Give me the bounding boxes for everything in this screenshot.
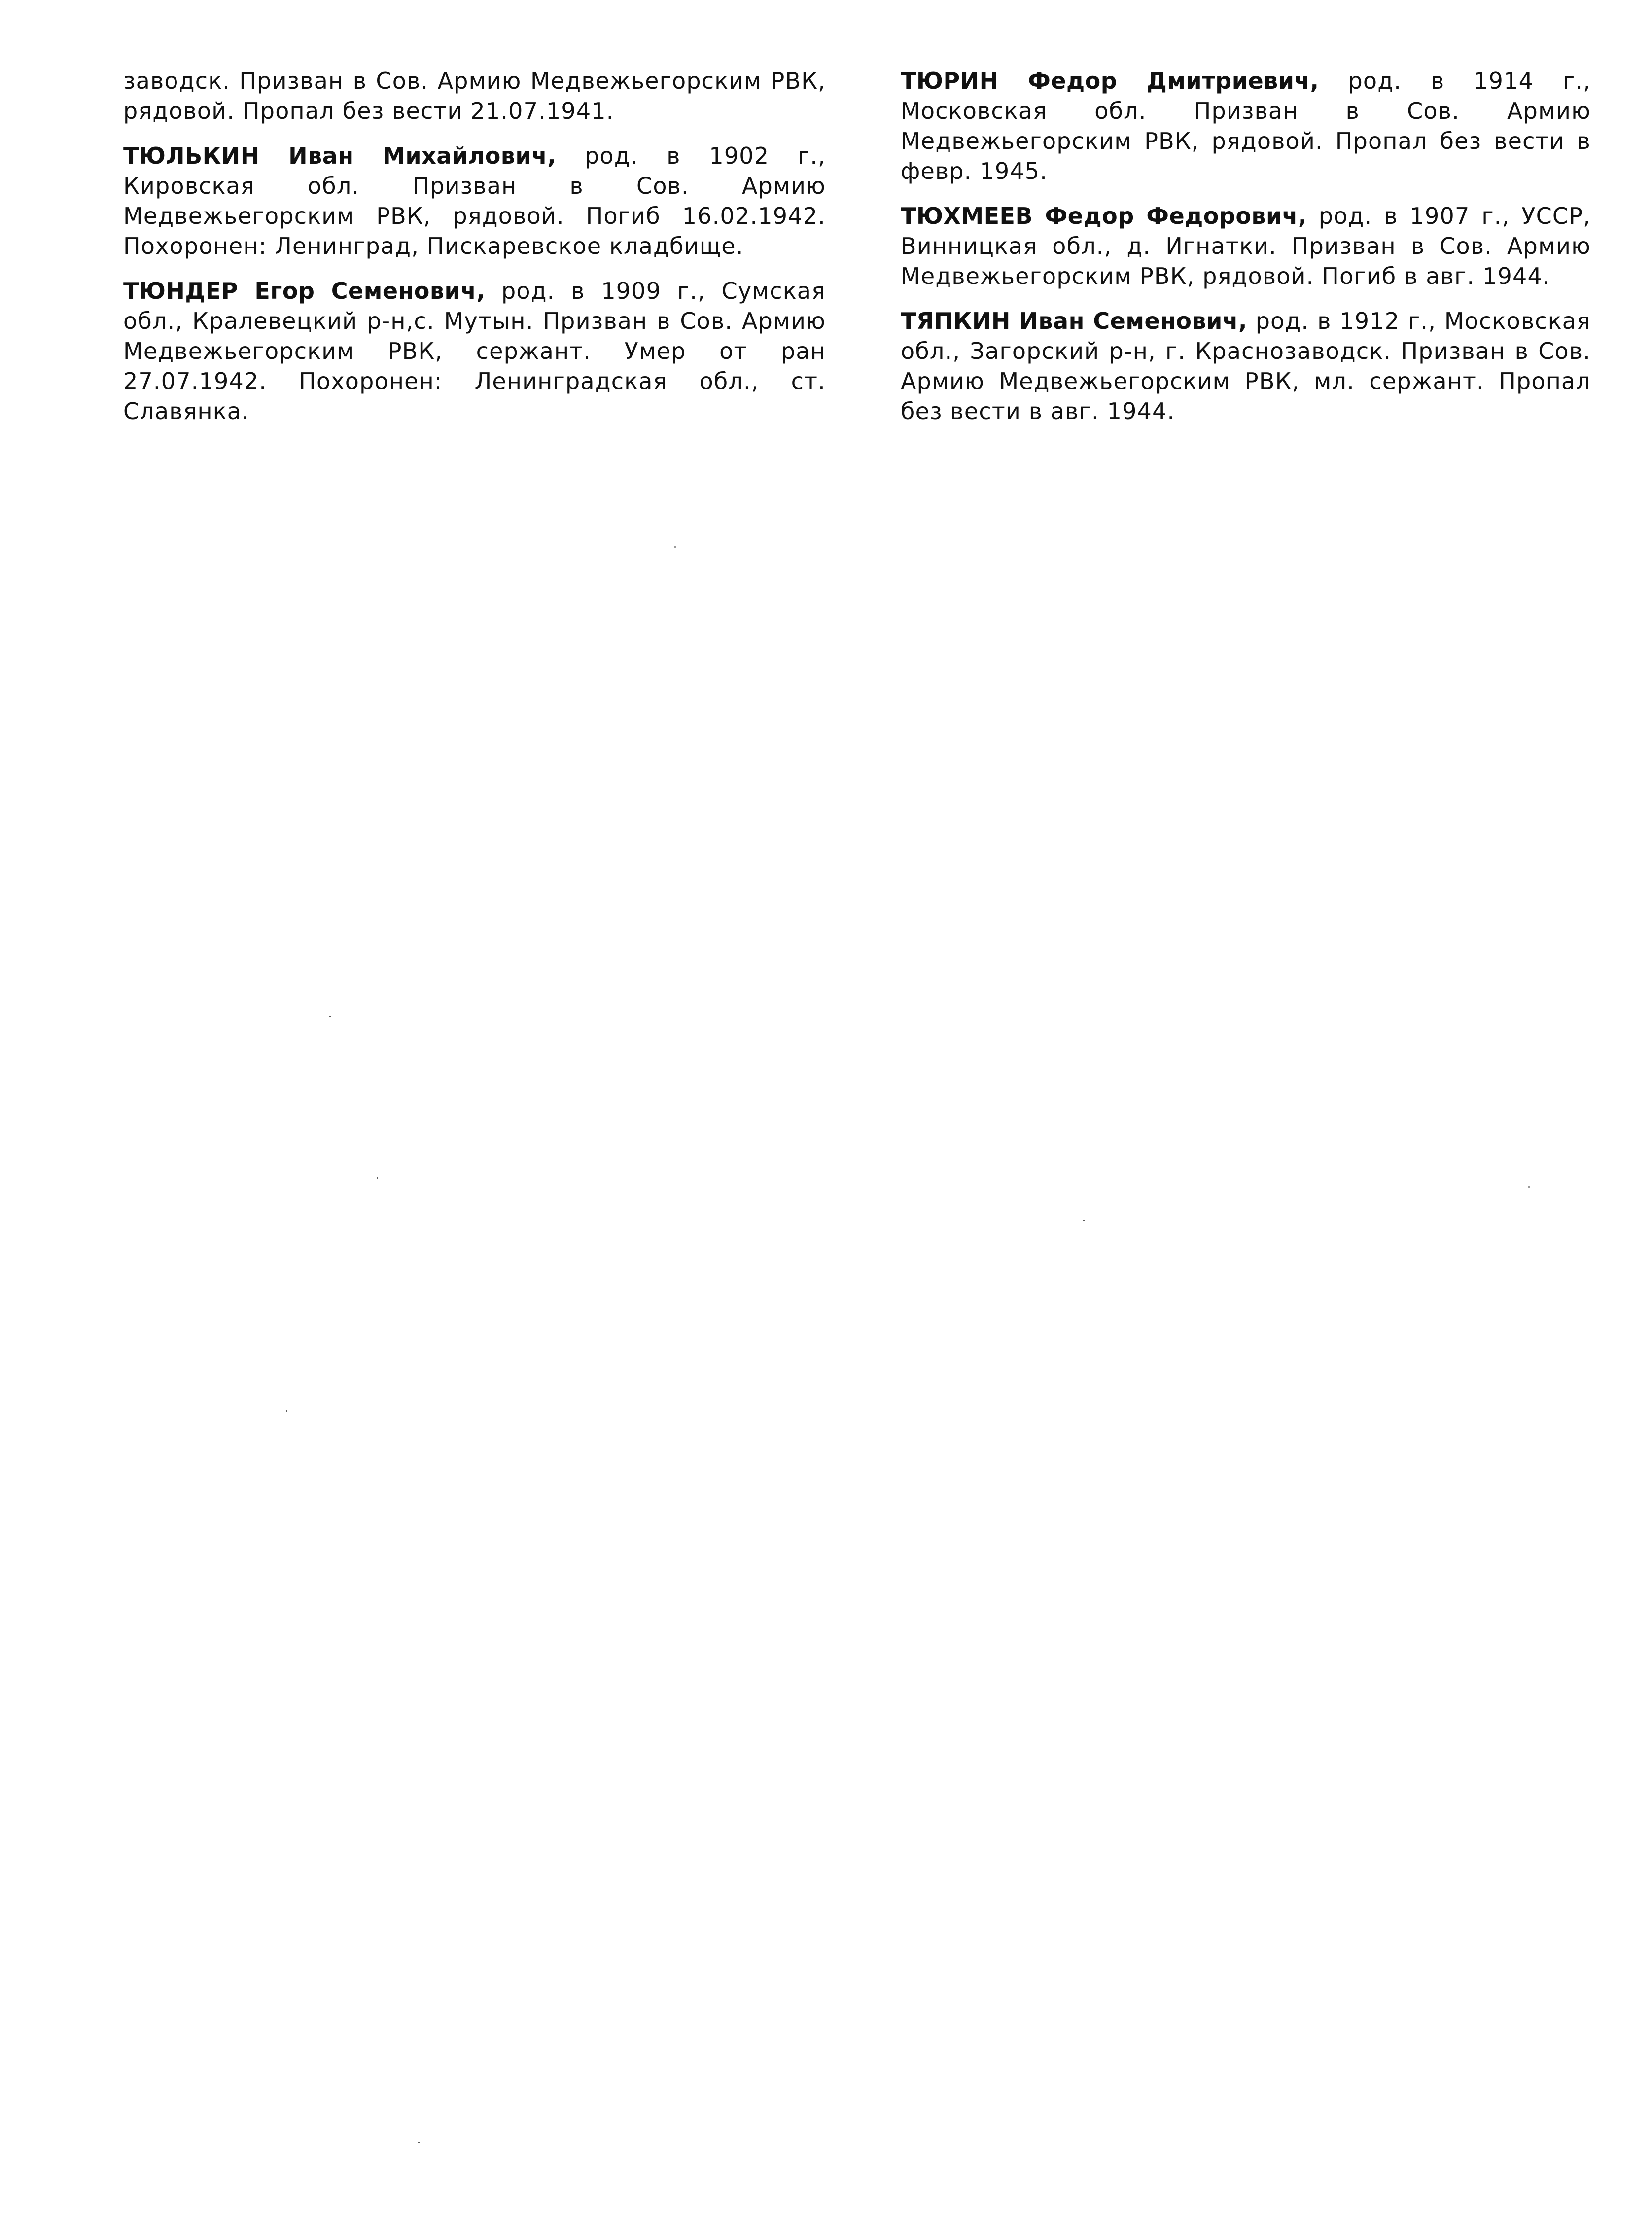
entry-text: род. в 1909 г., Сумская обл., Кралевецкий р-н,с. Мутын. Призван в Сов. Армию Медвежьегорским РВК, сержант. Умер от ран 27.07.1942. Похоронен: Ленинградская обл., ст. Славянка. — [123, 278, 826, 424]
scan-speck — [1083, 1220, 1085, 1221]
entry-name: ТЮЛЬКИН Иван Михайлович, — [123, 142, 557, 169]
entry-tyunder — [123, 276, 826, 426]
entry-text: род. в 1912 г., Московская обл., Загорский р-н, г. Краснозаводск. Призван в Сов. Армию Медвежьегорским РВК, мл. сержант. Пропал без вести в авг. 1944. — [901, 308, 1591, 424]
right-column — [901, 66, 1591, 441]
entry-name: ТЮРИН Федор Дмитриевич, — [901, 68, 1319, 94]
scan-speck — [377, 1177, 378, 1179]
scan-speck — [418, 2142, 420, 2143]
left-column — [123, 66, 826, 441]
entry-continuation — [123, 66, 826, 126]
scan-speck — [286, 1410, 287, 1412]
entry-tyapkin — [901, 306, 1591, 426]
entry-name: ТЮНДЕР Егор Семенович, — [123, 278, 486, 304]
entry-tyurin — [901, 66, 1591, 186]
entry-tyulkin — [123, 141, 826, 261]
entry-name: ТЮХМЕЕВ Федор Федорович, — [901, 203, 1307, 229]
entry-text: род. в 1907 г., УССР, Винницкая обл., д. Игнатки. Призван в Сов. Армию Медвежьегорским РВК, рядовой. Погиб в авг. 1944. — [901, 203, 1591, 289]
entry-text: род. в 1902 г., Кировская обл. Призван в Сов. Армию Медвежьегорским РВК, рядовой. Погиб 16.02.1942. Похоронен: Ленинград, Пискаревское кладбище. — [123, 142, 826, 259]
entry-text: род. в 1914 г., Московская обл. Призван в Сов. Армию Медвежьегорским РВК, рядовой. Пропал без вести в февр. 1945. — [901, 68, 1591, 184]
scan-speck — [329, 1016, 331, 1017]
scan-speck — [1528, 1186, 1530, 1188]
entry-text: заводск. Призван в Сов. Армию Медвежьегорским РВК, рядовой. Пропал без вести 21.07.1941. — [123, 68, 826, 124]
scan-speck — [674, 546, 676, 548]
entry-name: ТЯПКИН Иван Семенович, — [901, 308, 1247, 334]
entry-tyukhmeev — [901, 201, 1591, 291]
